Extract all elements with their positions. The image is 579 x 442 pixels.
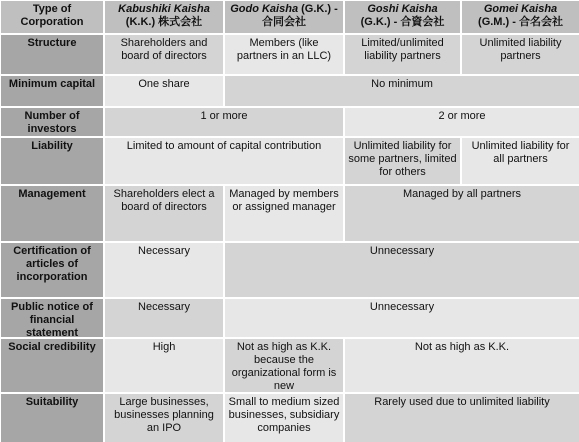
credibility-goshi-gomei: Not as high as K.K. xyxy=(345,339,579,392)
header-goshi-kaisha xyxy=(345,1,460,33)
corporation-comparison-table xyxy=(1,1,577,434)
row-label-management: Management xyxy=(1,186,103,241)
credibility-gk: Not as high as K.K. because the organizational form is new xyxy=(225,339,343,392)
liability-goshi: Unlimited liability for some partners, limited for others xyxy=(345,138,460,184)
structure-gomei: Unlimited liability partners xyxy=(462,35,579,74)
row-label-social-credibility: Social credibility xyxy=(1,339,103,392)
row-label-certification: Certification of articles of incorporation xyxy=(1,243,103,297)
suitability-gk: Small to medium sized businesses, subsidiary companies xyxy=(225,394,343,442)
notice-others: Unnecessary xyxy=(225,299,579,337)
structure-kk: Shareholders and board of directors xyxy=(105,35,223,74)
header-gomei-abbr: (G.M.) - 合名会社 xyxy=(478,16,563,28)
header-gk-abbr: (G.K.) - 合同会社 xyxy=(262,3,338,28)
header-kk-abbr: (K.K.) 株式会社 xyxy=(125,16,203,28)
liability-kk-gk: Limited to amount of capital contribution xyxy=(105,138,343,184)
header-goshi-name: Goshi Kaisha xyxy=(367,3,438,15)
header-gk-name: Godo Kaisha xyxy=(230,3,299,15)
row-label-structure: Structure xyxy=(1,35,103,74)
header-kabushiki-kaisha xyxy=(105,1,223,33)
management-gk: Managed by members or assigned manager xyxy=(225,186,343,241)
row-label-minimum-capital: Minimum capital xyxy=(1,76,103,106)
row-label-public-notice: Public notice of financial statement xyxy=(1,299,103,337)
header-gomei-kaisha xyxy=(462,1,579,33)
management-kk: Shareholders elect a board of directors xyxy=(105,186,223,241)
row-label-number-of-investors: Number of investors xyxy=(1,108,103,136)
liability-gomei: Unlimited liability for all partners xyxy=(462,138,579,184)
structure-goshi: Limited/unlimited liability partners xyxy=(345,35,460,74)
investors-goshi-gomei: 2 or more xyxy=(345,108,579,136)
credibility-kk: High xyxy=(105,339,223,392)
suitability-goshi-gomei: Rarely used due to unlimited liability xyxy=(345,394,579,442)
management-goshi-gomei: Managed by all partners xyxy=(345,186,579,241)
row-label-suitability: Suitability xyxy=(1,394,103,442)
structure-gk: Members (like partners in an LLC) xyxy=(225,35,343,74)
header-gomei-name: Gomei Kaisha xyxy=(483,3,558,15)
header-type-of-corporation xyxy=(1,1,103,33)
header-godo-kaisha xyxy=(225,1,343,33)
certification-kk: Necessary xyxy=(105,243,223,297)
notice-kk: Necessary xyxy=(105,299,223,337)
capital-others: No minimum xyxy=(225,76,579,106)
investors-kk-gk: 1 or more xyxy=(105,108,343,136)
row-label-liability: Liability xyxy=(1,138,103,184)
certification-others: Unnecessary xyxy=(225,243,579,297)
header-goshi-abbr: (G.K.) - 合資会社 xyxy=(360,16,445,28)
header-type-label: Type of Corporation xyxy=(20,3,84,28)
header-kk-name: Kabushiki Kaisha xyxy=(118,3,210,15)
suitability-kk: Large businesses, businesses planning an IPO xyxy=(105,394,223,442)
capital-kk: One share xyxy=(105,76,223,106)
